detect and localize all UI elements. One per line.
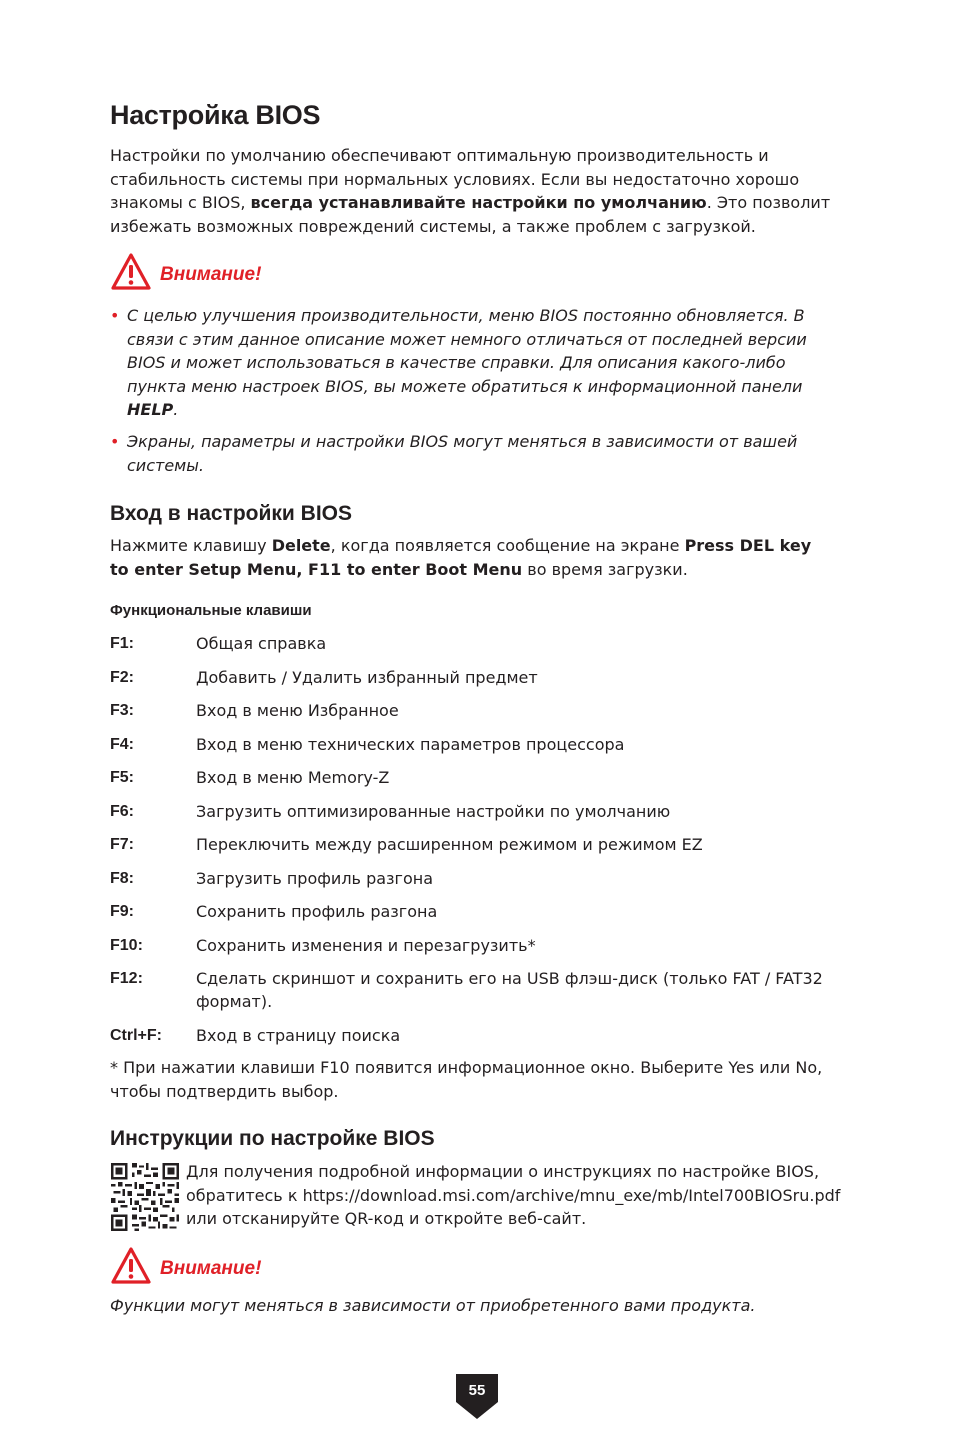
warning-bullet [110,430,835,477]
intro-bold-text: всегда устанавливайте настройки по умолчанию [250,193,707,212]
key-row [110,900,835,923]
f10-footnote: * При нажатии клавиши F10 появится информационное окно. Выберите Yes или No, чтобы подтвердить выбор. [110,1058,823,1101]
intro-text-end: . Это позволит избежать возможных повреждений системы, а также проблем с загрузкой. [110,193,831,236]
entry-text: , когда появляется сообщение на экране [330,536,685,555]
warning-header [110,252,261,292]
key-row [110,766,835,789]
instructions-text: Для получения подробной информации о инструкциях по настройке BIOS, обратитесь к https://download.msi.com/archive/mnu_exe/mb/Intel700BIOSru.pdf или отсканируйте QR-код и откройте веб-сайт. [186,1162,841,1228]
warning-title: Внимание! [160,264,262,285]
key-description: Добавить / Удалить избранный предмет [196,667,538,687]
key-label: F3: [110,702,134,719]
page-number-badge [456,1372,498,1420]
key-row [110,967,835,1013]
key-description: Загрузить оптимизированные настройки по умолчанию [196,801,671,821]
key-label: F4: [110,735,134,753]
key-description: Вход в страницу поиска [196,1025,401,1045]
key-row [110,800,835,823]
warning-header [110,1246,261,1286]
key-row [110,632,835,655]
key-row [110,867,835,890]
warning-icon [110,1246,152,1286]
entry-text-end: во время загрузки. [522,559,688,579]
page-title: Настройка BIOS [110,100,321,130]
key-row [110,733,835,756]
key-label: F12: [110,970,143,987]
key-description: Сохранить изменения и перезагрузить* [196,935,536,955]
key-label: F6: [110,802,134,820]
key-row [110,1024,835,1047]
key-label: F10: [110,936,143,954]
key-label: F5: [110,769,134,786]
bullet-marker: • [110,432,120,451]
qr-code-icon[interactable] [110,1163,180,1231]
key-label: F9: [110,903,134,920]
key-description: Вход в меню Избранное [196,701,399,720]
bullet-text-end: . [173,400,179,419]
bullet-text: С целью улучшения производительности, меню BIOS постоянно обновляется. В связи с этим данное описание может немного отличаться от последней версии BIOS и может использоваться в качестве справки. Для описания какого-либо пункта меню настроек BIOS, вы можете обратиться к информационной панели [127,306,807,396]
help-label: HELP [127,400,174,419]
entry-text: Нажмите клавишу [110,536,272,555]
warning-bullet [110,304,835,422]
key-description: Общая справка [196,634,327,653]
key-label: Ctrl+F: [110,1026,162,1044]
key-row [110,934,835,957]
key-row [110,833,835,856]
intro-text: Настройки по умолчанию обеспечивают оптимальную производительность и стабильность системы при нормальных условиях. Если вы недостаточно хорошо знакомы с BIOS, [110,146,800,212]
entry-paragraph [110,534,835,581]
key-description: Загрузить профиль разгона [196,868,433,888]
bullet-marker: • [110,306,120,325]
warning-note: Функции могут меняться в зависимости от приобретенного вами продукта. [110,1296,756,1315]
warning-icon [110,252,152,292]
page-number: 55 [468,1382,486,1399]
key-label: F8: [110,869,134,887]
key-description: Вход в меню Memory-Z [196,768,390,787]
warning-title: Внимание! [160,1258,262,1279]
key-description: Переключить между расширенном режимом и режимом EZ [196,835,703,854]
section-heading-instructions: Инструкции по настройке BIOS [110,1127,435,1150]
function-keys-list [110,632,835,1057]
key-label: F1: [110,635,134,652]
function-keys-heading: Функциональные клавиши [110,602,312,619]
section-heading-entry: Вход в настройки BIOS [110,502,352,525]
key-label: F2: [110,668,134,686]
bullet-text: Экраны, параметры и настройки BIOS могут меняться в зависимости от вашей системы. [127,432,798,475]
key-description: Сделать скриншот и сохранить его на USB флэш-диск (только FAT / FAT32 формат). [196,969,823,1011]
key-description: Сохранить профиль разгона [196,902,438,921]
key-row [110,699,835,722]
intro-paragraph [110,144,835,238]
boot-message: Press DEL key to enter Setup Menu, F11 to enter Boot Menu [110,536,812,579]
delete-key-label: Delete [271,536,331,555]
key-description: Вход в меню технических параметров процессора [196,734,625,754]
key-row [110,666,835,689]
key-label: F7: [110,836,134,853]
